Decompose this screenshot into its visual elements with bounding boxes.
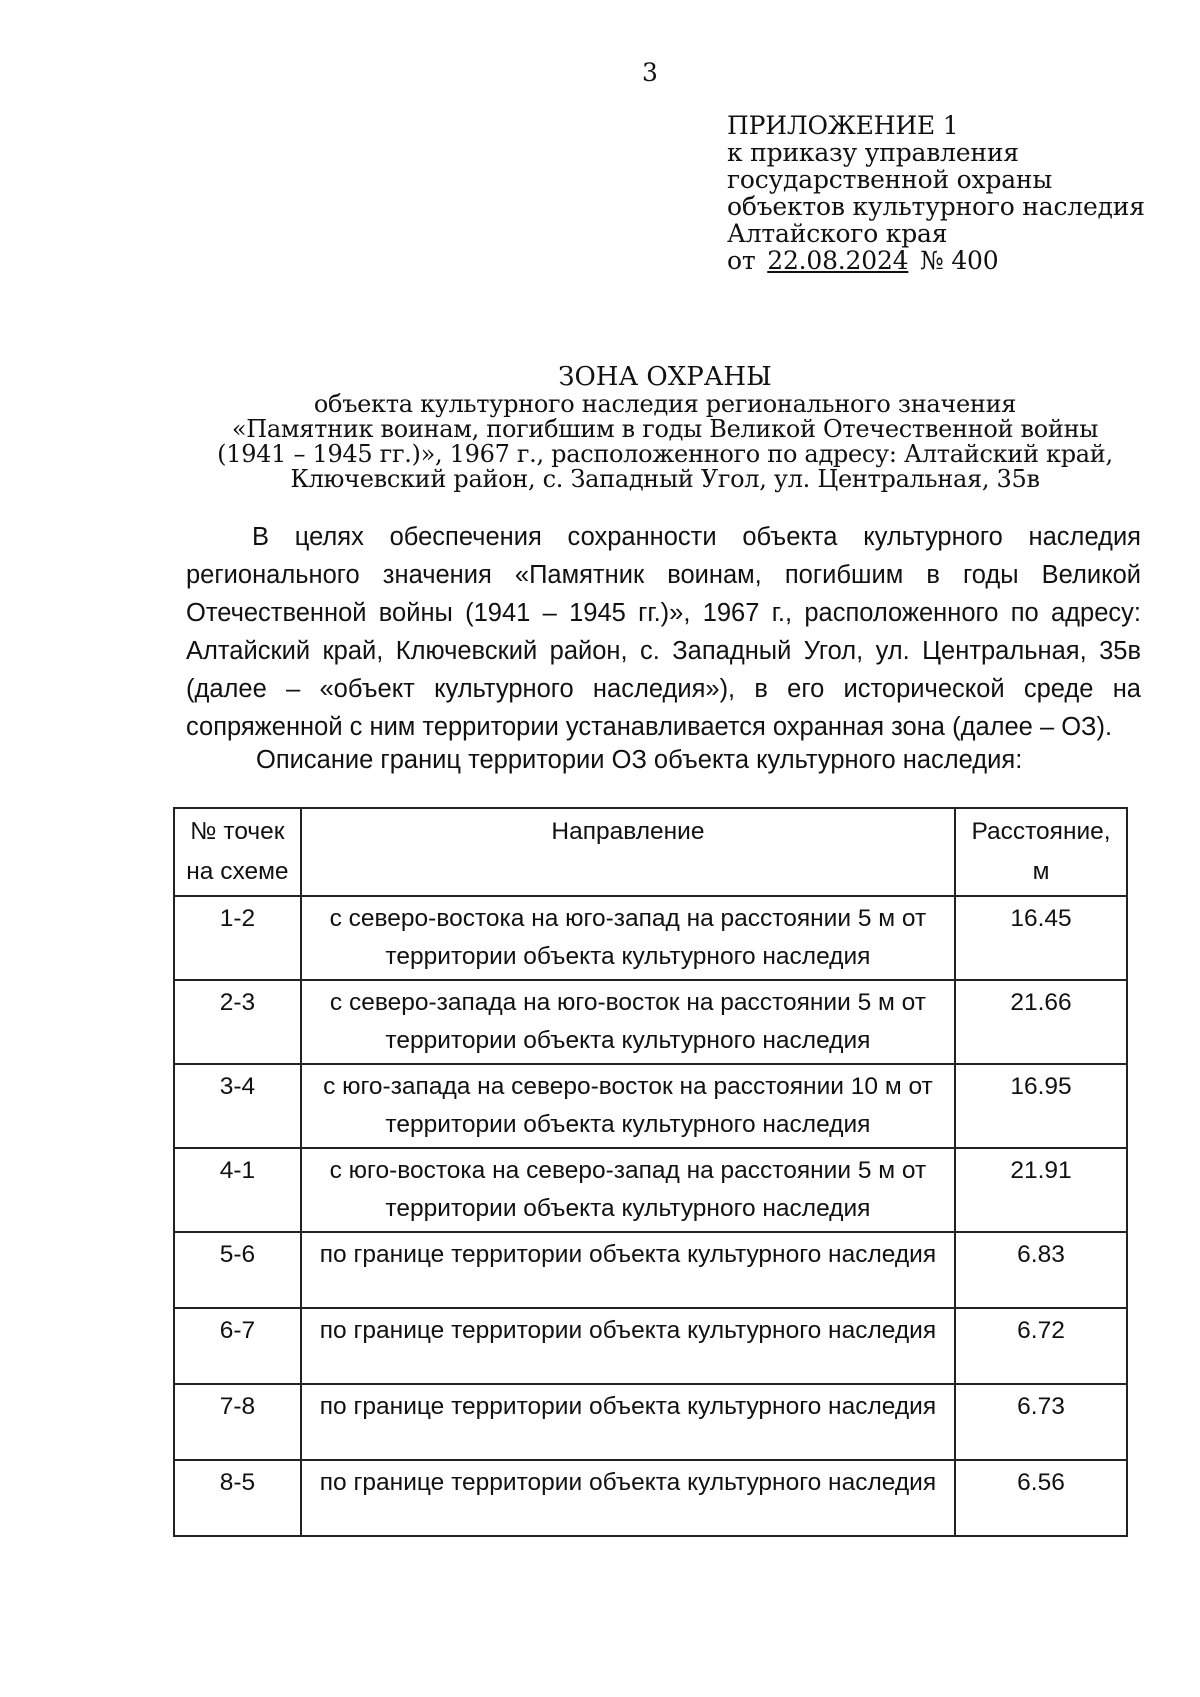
table-row: [174, 1232, 1127, 1308]
table-row: [174, 1064, 1127, 1148]
cell-points: 5-6: [174, 1232, 301, 1308]
table-caption: Описание границ территории ОЗ объекта культурного наследия:: [256, 746, 1023, 774]
heading-title: ЗОНА ОХРАНЫ: [558, 362, 772, 392]
cell-direction: по границе территории объекта культурного наследия: [301, 1232, 955, 1308]
cell-distance: 6.56: [955, 1460, 1127, 1536]
cell-points: 3-4: [174, 1064, 301, 1148]
table-row: [174, 1148, 1127, 1232]
cell-direction: по границе территории объекта культурного наследия: [301, 1460, 955, 1536]
cell-points: 2-3: [174, 980, 301, 1064]
cell-direction: по границе территории объекта культурного наследия: [301, 1384, 955, 1460]
cell-distance: 6.73: [955, 1384, 1127, 1460]
annex-line: государственной охраны: [727, 165, 1053, 194]
table-row: [174, 1308, 1127, 1384]
table-row: [174, 1384, 1127, 1460]
heading-line: (1941 – 1945 гг.)», 1967 г., расположенного по адресу: Алтайский край,: [217, 440, 1113, 468]
heading-line: Ключевский район, с. Западный Угол, ул. Центральная, 35в: [290, 465, 1040, 493]
cell-points: 4-1: [174, 1148, 301, 1232]
table-row: [174, 896, 1127, 980]
document-heading: [200, 362, 1130, 493]
annex-line: к приказу управления: [727, 138, 1019, 167]
cell-distance: 6.83: [955, 1232, 1127, 1308]
header-distance: Расстояние, м: [955, 808, 1127, 896]
cell-direction: по границе территории объекта культурного наследия: [301, 1308, 955, 1384]
cell-distance: 21.91: [955, 1148, 1127, 1232]
heading-line: «Памятник воинам, погибшим в годы Великой Отечественной войны: [231, 415, 1099, 443]
body-paragraph: В целях обеспечения сохранности объекта культурного наследия регионального значения «Памятник воинам, погибшим в годы Великой Отечественной войны (1941 – 1945 гг.)», 1967 г., расположенного по адресу: Алтайский край, Ключевский район, с. Западный Угол, ул. Центральная, 35в (далее – «объект культурного наследия»), в его исторической среде на сопряженной с ним территории устанавливается охранная зона (далее – ОЗ).: [186, 523, 1141, 741]
annex-date: 22.08.2024: [767, 246, 909, 275]
cell-distance: 21.66: [955, 980, 1127, 1064]
boundary-table: [173, 807, 1128, 1537]
cell-direction: с северо-запада на юго-восток на расстоянии 5 м от территории объекта культурного наследия: [301, 980, 955, 1064]
annex-line: объектов культурного наследия: [727, 192, 1145, 221]
cell-points: 8-5: [174, 1460, 301, 1536]
table-row: [174, 1460, 1127, 1536]
table-header-row: [174, 808, 1127, 896]
cell-distance: 16.45: [955, 896, 1127, 980]
cell-distance: 16.95: [955, 1064, 1127, 1148]
heading-line: объекта культурного наследия регионального значения: [313, 390, 1017, 418]
annex-date-prefix: от: [727, 246, 756, 275]
header-points: № точек на схеме: [174, 808, 301, 896]
header-direction: Направление: [301, 808, 955, 896]
cell-direction: с юго-запада на северо-восток на расстоянии 10 м от территории объекта культурного наследия: [301, 1064, 955, 1148]
cell-direction: с юго-востока на северо-запад на расстоянии 5 м от территории объекта культурного наследия: [301, 1148, 955, 1232]
annex-date-line: [727, 247, 1145, 274]
annex-title: ПРИЛОЖЕНИЕ 1: [727, 111, 959, 140]
cell-points: 6-7: [174, 1308, 301, 1384]
annex-block: [727, 112, 1145, 274]
cell-direction: с северо-востока на юго-запад на расстоянии 5 м от территории объекта культурного наследия: [301, 896, 955, 980]
annex-line: Алтайского края: [727, 219, 948, 248]
annex-number: № 400: [920, 246, 999, 275]
table-row: [174, 980, 1127, 1064]
page-number: 3: [642, 58, 658, 87]
cell-points: 7-8: [174, 1384, 301, 1460]
cell-distance: 6.72: [955, 1308, 1127, 1384]
cell-points: 1-2: [174, 896, 301, 980]
